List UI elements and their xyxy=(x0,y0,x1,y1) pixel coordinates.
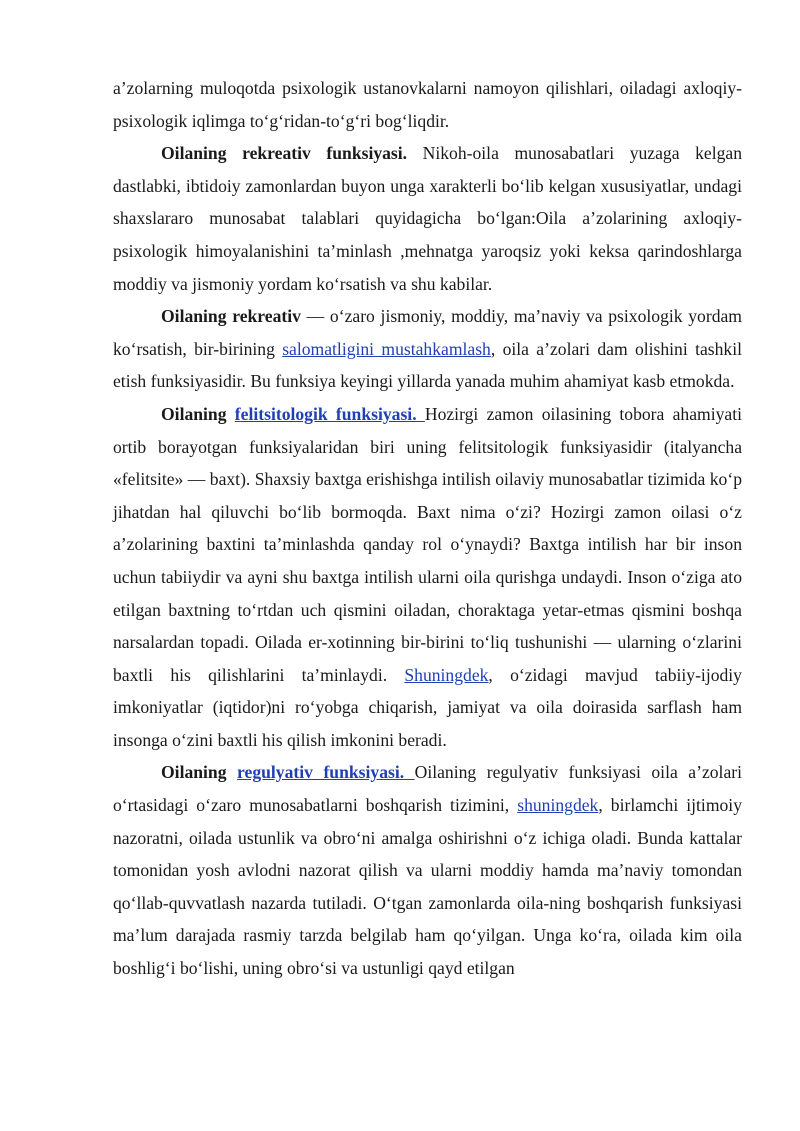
section-heading-recreative: Oilaning rekreativ funksiyasi. xyxy=(161,143,408,164)
paragraph-recreative-definition xyxy=(113,300,742,398)
link-regulyativ-funksiyasi[interactable]: regulyativ funksiyasi. xyxy=(237,762,415,783)
paragraph-3-text-a: — o‘zaro jismoniy, moddiy, ma’naviy va psixologik yordam ko‘rsatish, bir-birining xyxy=(113,306,742,359)
paragraph-felicitological-function xyxy=(113,398,742,757)
section-heading-prefix: Oilaning xyxy=(161,762,238,783)
link-shuningdek[interactable]: Shuningdek xyxy=(404,664,489,685)
link-felitsitologik-funksiyasi[interactable]: felitsitologik funksiyasi. xyxy=(234,403,425,424)
paragraph-4-text-a: Hozirgi zamon oilasining tobora ahamiyati ortib borayotgan funksiyalaridan biri uning felitsitologik funksiyasidir (italyancha «felitsite» — baxt). Shaxsiy baxtga erishishga intilish oilaviy munosabatlar tizimida ko‘p jihatdan hal qiluvchi bo‘lib bormoqda. Baxt nima o‘zi? Hozirgi zamon oilasi o‘z a’zolarining baxtini ta’minlashda qanday rol o‘ynaydi? Baxtga intilish har bir inson uchun tabiiydir va ayni shu baxtga intilish ularni oila qurishga undaydi. Inson o‘ziga ato etilgan baxtning to‘rtdan uch qismini oiladan, choraktaga yetar-etmas qismini boshqa narsalardan topadi. Oilada er-xotinning bir-birini to‘liq tushunishi — ularning o‘zlarini baxtli his qilishlarini ta’minlaydi. xyxy=(113,403,742,685)
paragraph-regulative-function xyxy=(113,756,742,984)
paragraph-4-text-b: , o‘zidagi mavjud tabiiy-ijodiy imkoniyatlar (iqtidor)ni ro‘yobga chiqarish, jamiyat va oila doirasida sarflash ham insonga o‘zini baxtli his qilish imkonini beradi. xyxy=(113,664,742,750)
paragraph-3-text-b: , oila a’zolari dam olishini tashkil etish funksiyasidir. Bu funksiya keyingi yillarda yanada muhim ahamiyat kasb etmokda. xyxy=(113,338,742,392)
paragraph-5-text-a: Oilaning regulyativ funksiyasi oila a’zolari o‘rtasidagi o‘zaro munosabatlarni boshqarish tizimini, xyxy=(113,762,742,816)
paragraph-2-text: Nikoh-oila munosabatlari yuzaga kelgan dastlabki, ibtidoiy zamonlardan buyon unga xarakterli bo‘lib kelgan xususiyatlar, undagi shaxslararo munosabat talablari quyidagicha bo‘lgan:Oila a’zolarining axloqiy-psixologik himoyalanishini ta’minlash ,mehnatga yaroqsiz yoki keksa qarindoshlarga moddiy va jismoniy yordam ko‘rsatish va shu kabilar. xyxy=(113,143,742,294)
link-shuningdek-2[interactable]: shuningdek xyxy=(517,795,599,816)
paragraph-5-text-b: , birlamchi ijtimoiy nazoratni, oilada ustunlik va obro‘ni amalga oshirishni o‘z ichiga oladi. Bunda kattalar tomonidan yosh avlodni nazorat qilish va ularni moddiy hamda ma’naviy tomondan qo‘llab-quvvatlash nazarda tutiladi. O‘tgan zamonlarda oila-ning boshqarish funksiyasi ma’lum darajada rasmiy tarzda belgilab ham qo‘yilgan. Unga ko‘ra, oilada kim oila boshlig‘i bo‘lishi, uning obro‘si va ustunligi qayd etilgan xyxy=(113,795,742,979)
section-heading-prefix: Oilaning xyxy=(161,403,235,424)
section-heading-recreative-short: Oilaning rekreativ xyxy=(161,306,301,327)
paragraph-1-text: a’zolarning muloqotda psixologik ustanovkalarni namoyon qilishlari, oiladagi axloqiy-psixologik iqlimga to‘g‘ridan-to‘g‘ri bog‘liqdir. xyxy=(113,78,742,131)
link-salomatligini-mustahkamlash[interactable]: salomatligini mustahkamlash xyxy=(282,338,491,359)
paragraph-recreative-function xyxy=(113,137,742,300)
paragraph-1 xyxy=(113,72,742,137)
